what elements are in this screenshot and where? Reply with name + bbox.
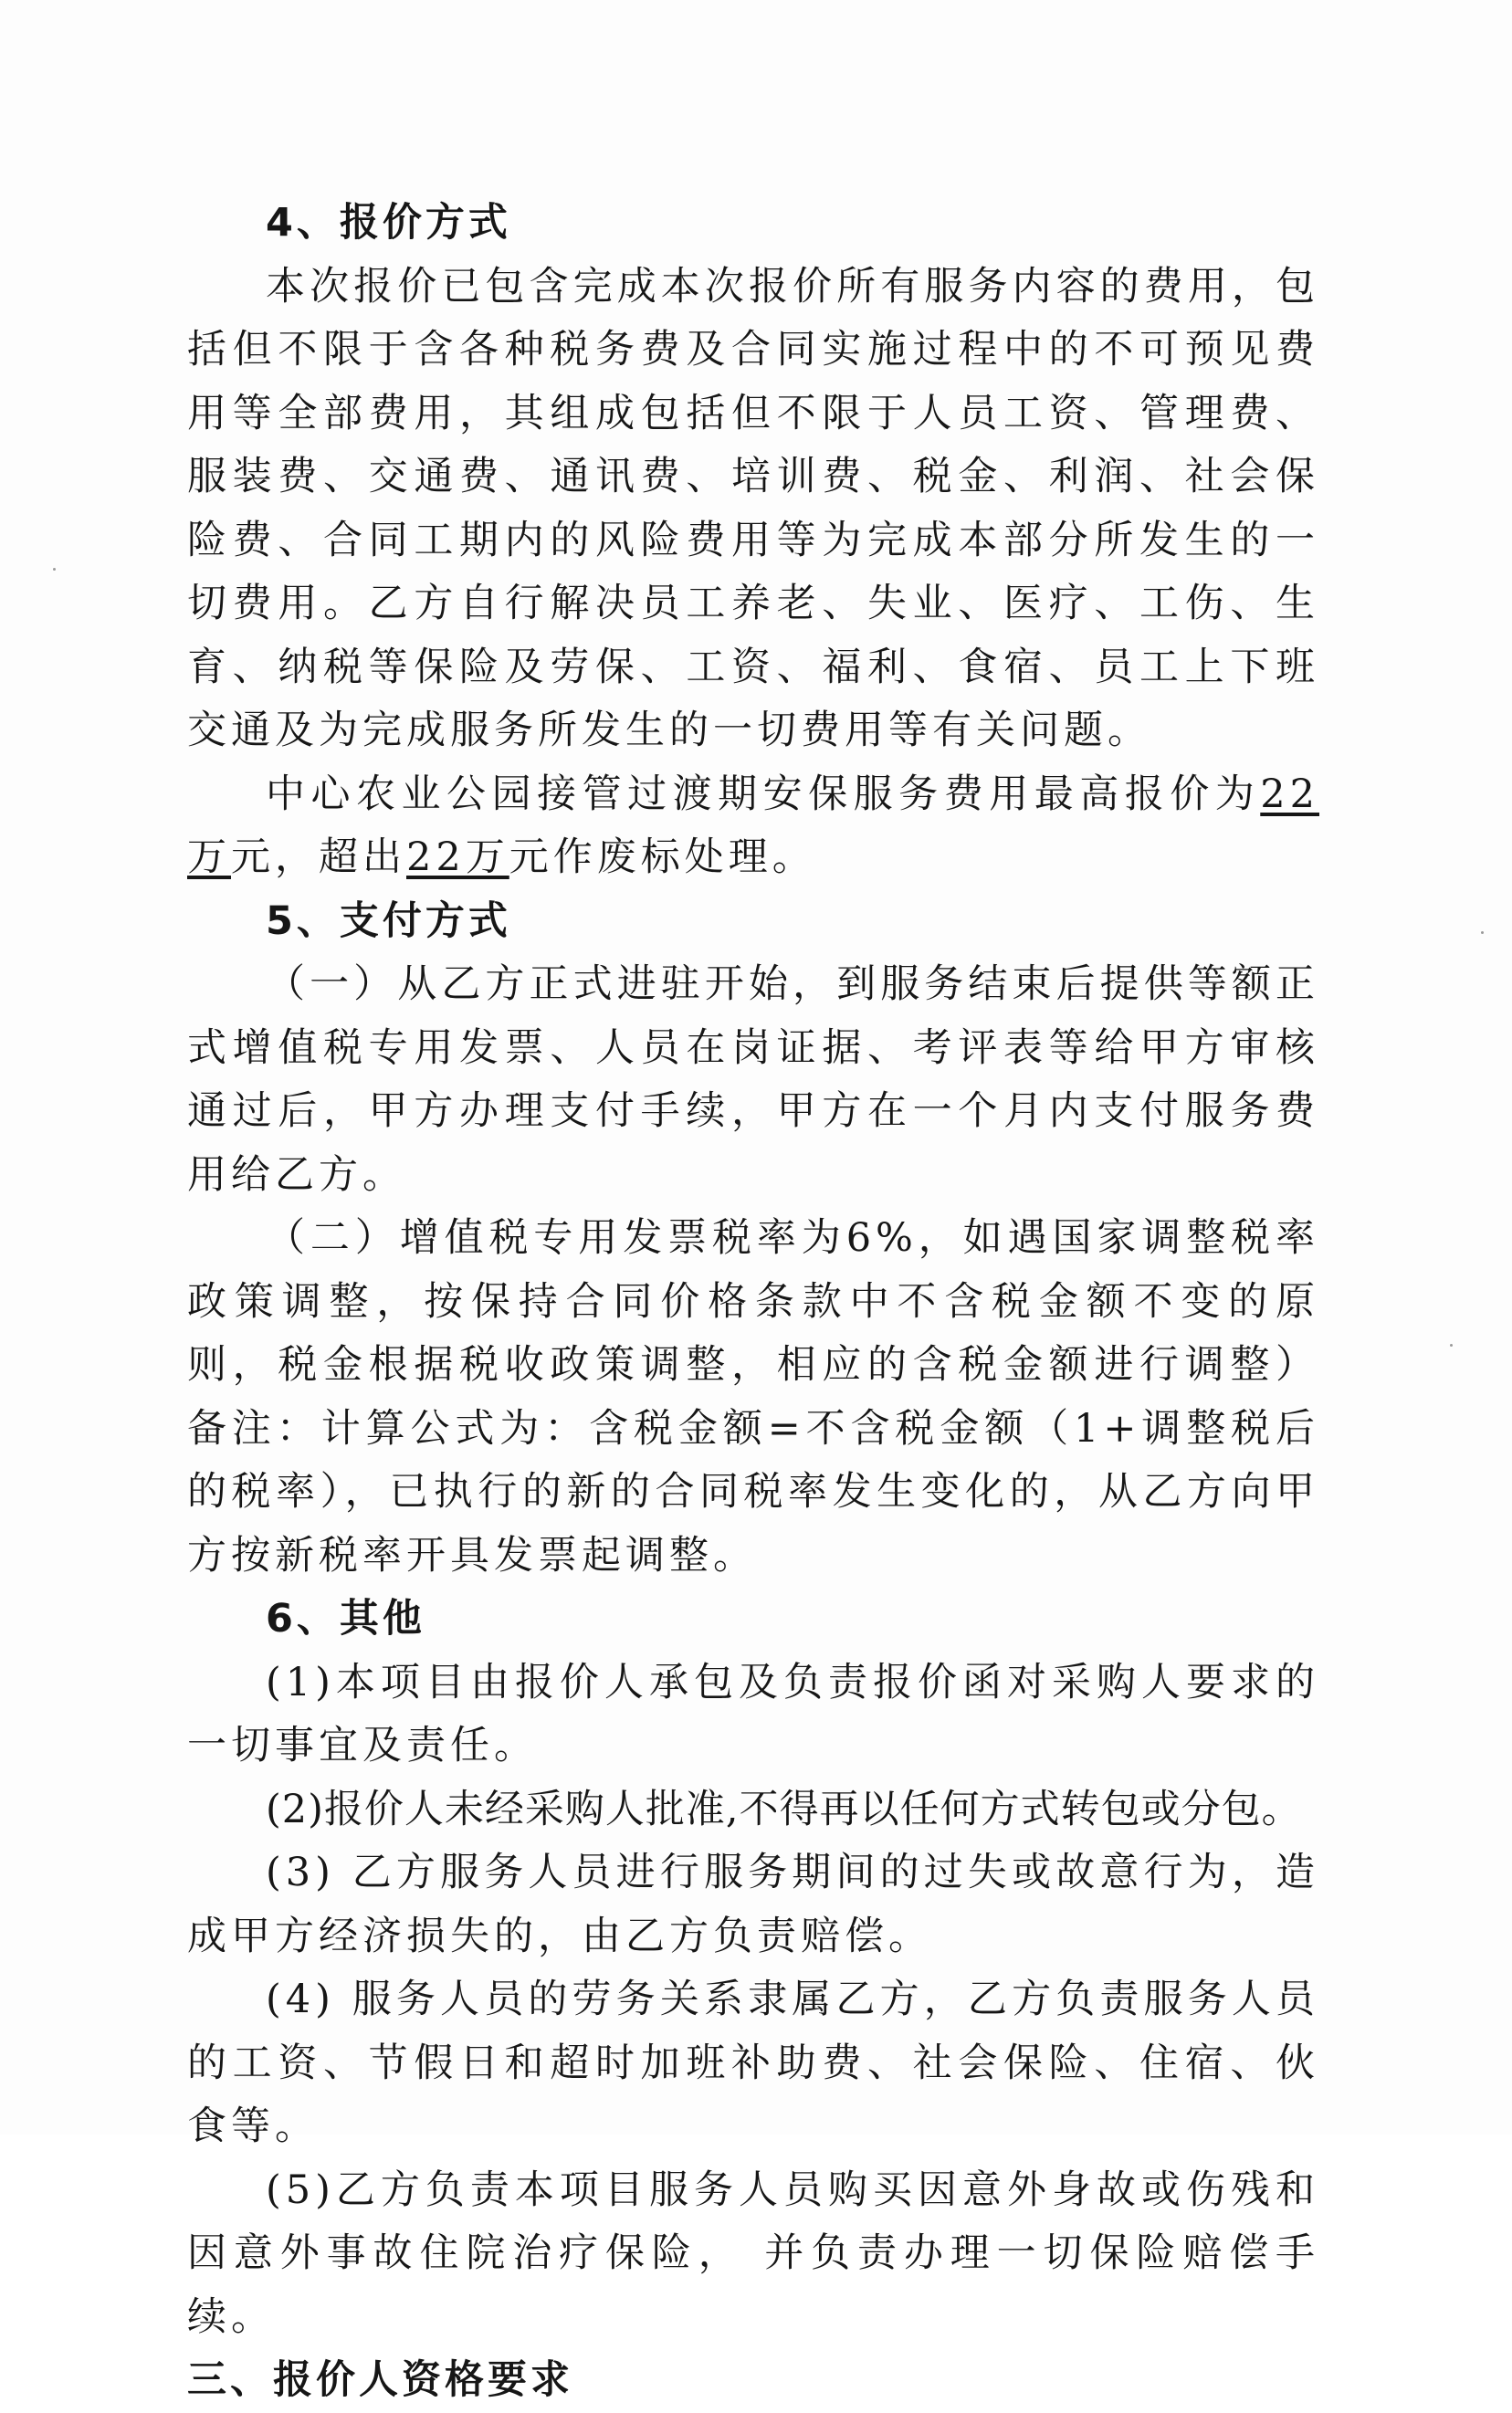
scan-speck [53, 568, 56, 571]
list-item-other-4: (4) 服务人员的劳务关系隶属乙方，乙方负责服务人员的工资、节假日和超时加班补助费、社会保险、住宿、伙食等。 [187, 1977, 1319, 2149]
max-quote-amount: 22万 [187, 771, 1319, 880]
document-body [187, 192, 1319, 2413]
list-item-other-2: (2)报价人未经采购人批准,不得再以任何方式转包或分包。 [266, 1786, 1302, 1832]
list-item-other-1: (1)本项目由报价人承包及负责报价函对采购人要求的一切事宜及责任。 [187, 1659, 1319, 1768]
paragraph-max-quote [187, 763, 1319, 890]
scan-speck [1450, 1344, 1453, 1347]
paragraph-quote-scope: 本次报价已包含完成本次报价所有服务内容的费用，包括但不限于含各种税务费及合同实施过程中的不可预见费用等全部费用，其组成包括但不限于人员工资、管理费、服装费、交通费、通讯费、培训费、税金、利润、社会保险费、合同工期内的风险费用等为完成本部分所发生的一切费用。乙方自行解决员工养老、失业、医疗、工伤、生 育、纳税等保险及劳保、工资、福利、食宿、员工上下班交通及为完成服务所发生的一切费用等有关问题。 [187, 263, 1319, 753]
exceed-quote-amount: 22万 [406, 834, 509, 880]
section-heading-quote-method: 4、报价方式 [266, 200, 511, 246]
max-quote-text-b: 元，超出 [231, 834, 406, 880]
section-heading-bidder-qualification: 三、报价人资格要求 [187, 2357, 573, 2403]
max-quote-text-c: 元作废标处理。 [509, 834, 816, 880]
paragraph-payment-2: （二）增值税专用发票税率为6%，如遇国家调整税率政策调整，按保持合同价格条款中不含税金额不变的原则，税金根据税收政策调整，相应的含税金额进行调整）备注：计算公式为：含税金额=不含税金额（1+调整税后的税率），已执行的新的合同税率发生变化的，从乙方向甲方按新税率开具发票起调整。 [187, 1215, 1319, 1579]
paragraph-payment-1: （一）从乙方正式进驻开始，到服务结束后提供等额正式增值税专用发票、人员在岗证据、考评表等给甲方审核通过后，甲方办理支付手续，甲方在一个月内支付服务费用给乙方。 [187, 961, 1319, 1198]
scan-speck [1481, 931, 1484, 934]
list-item-other-5: (5)乙方负责本项目服务人员购买因意外身故或伤残和因意外事故住院治疗保险， 并负责办理一切保险赔偿手续。 [187, 2166, 1319, 2340]
section-heading-other: 6、其他 [266, 1596, 425, 1642]
section-heading-payment-method: 5、支付方式 [266, 897, 511, 944]
list-item-other-3: (3) 乙方服务人员进行服务期间的过失或故意行为，造成甲方经济损失的，由乙方负责赔偿。 [187, 1850, 1319, 1959]
max-quote-text-a: 中心农业公园接管过渡期安保服务费用最高报价为 [266, 771, 1261, 817]
